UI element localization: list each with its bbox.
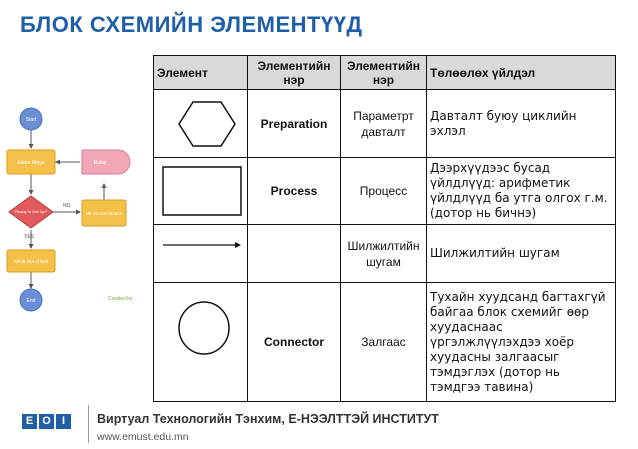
table-row — [154, 90, 616, 158]
logo-letter: E — [22, 414, 37, 429]
element-desc: Тухайн хуудсанд багтахгүй байгаа блок схемийг өөр хуудаснаас үргэлжлүүлэхдээ хоёр хуудасны залгаасыг тэмдэглэх (дотор нь тэмдгээ тавина) — [427, 283, 616, 402]
element-name-en: Preparation — [248, 90, 341, 158]
logo-letter: O — [39, 414, 54, 429]
label-yes: YES — [24, 234, 35, 240]
flowchart-thumbnail — [0, 88, 148, 320]
website-url[interactable]: www.emust.edu.mn — [97, 431, 189, 443]
element-desc: Давталт буюу циклийн эхлэл — [427, 90, 616, 158]
slide-title: БЛОК СХЕМИЙН ЭЛЕМЕНТҮҮД — [20, 12, 363, 37]
hexagon-shape — [157, 90, 251, 157]
arrow-shape — [157, 225, 251, 282]
table-header-row — [154, 56, 616, 90]
element-name-mn: Залгаас — [341, 283, 427, 402]
label-no: NO — [63, 203, 71, 209]
element-name-en: Process — [248, 158, 341, 225]
shape-cell — [154, 158, 248, 225]
element-name-en — [248, 225, 341, 283]
element-name-mn: Процесс — [341, 158, 427, 225]
shape-cell — [154, 90, 248, 158]
node-end: End — [26, 298, 36, 304]
node-alarm: Alarm Rings — [17, 160, 45, 166]
eoi-logo — [22, 414, 71, 429]
table-row — [154, 283, 616, 402]
elements-table — [153, 55, 616, 402]
logo-letter: I — [56, 414, 71, 429]
header-element: Элемент — [154, 56, 248, 90]
institute-name: Виртуал Технологийн Тэнхим, Е-НЭЭЛТТЭЙ ИНСТИТУТ — [97, 412, 439, 426]
table-row — [154, 225, 616, 283]
node-relay: Relay — [93, 160, 107, 166]
flowchart-diagram — [0, 88, 148, 320]
shape-cell — [154, 225, 248, 283]
shape-cell — [154, 283, 248, 402]
rectangle-shape — [157, 158, 251, 224]
element-desc: Шилжилтийн шугам — [427, 225, 616, 283]
node-ready: Ready to Get Up? — [14, 209, 48, 214]
header-name-en: Элементийн нэр — [248, 56, 341, 90]
table-row — [154, 158, 616, 225]
created-by-label: Created by — [108, 296, 133, 302]
header-action: Төлөөлөх үйлдэл — [427, 56, 616, 90]
footer-divider — [88, 405, 89, 443]
node-start: Start — [25, 117, 37, 123]
element-desc: Дээрхүүдээс бусад үйлдлүүд: арифметик үйлдлүүд ба утга олгох г.м. (дотор нь бичнэ) — [427, 158, 616, 225]
node-snooze: Hit Snooze Button — [85, 211, 123, 216]
element-name-mn: Шилжилтийн шугам — [341, 225, 427, 283]
header-name-mn: Элементийн нэр — [341, 56, 427, 90]
element-name-en: Connector — [248, 283, 341, 402]
element-name-mn: Параметрт давталт — [341, 90, 427, 158]
circle-shape — [157, 283, 251, 401]
node-climb: Climb Out of Bed — [13, 259, 49, 264]
